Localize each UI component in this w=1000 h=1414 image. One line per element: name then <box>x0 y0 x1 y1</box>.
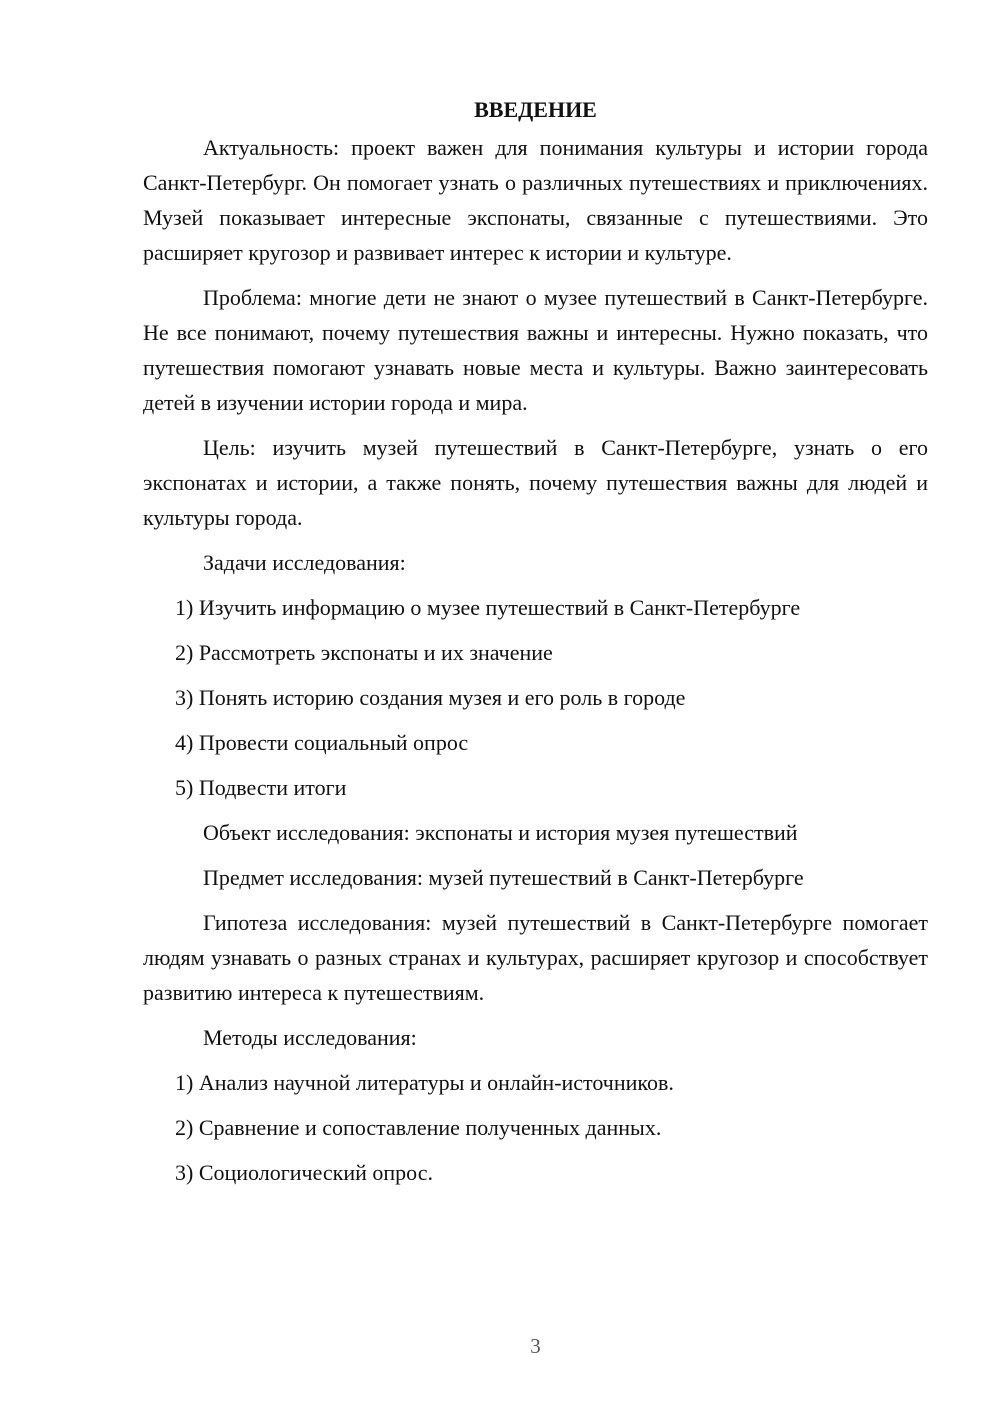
hypothesis-paragraph: Гипотеза исследования: музей путешествий в Санкт-Петербурге помогает людям узнавать о разных странах и культурах, расширяет кругозор и способствует развитию интереса к путешествиям. <box>143 910 928 1005</box>
problem-paragraph: Проблема: многие дети не знают о музее путешествий в Санкт-Петербурге. Не все понимают, почему путешествия важны и интересны. Нужно показать, что путешествия помогают узнавать новые места и культуры. Важно заинтересовать детей в изучении истории города и мира. <box>143 285 928 415</box>
task-item: 1) Изучить информацию о музее путешествий в Санкт-Петербурге <box>175 595 801 620</box>
method-item: 1) Анализ научной литературы и онлайн-источников. <box>175 1070 674 1095</box>
page-number: 3 <box>530 1334 541 1358</box>
document-page <box>143 90 928 1200</box>
task-item: 4) Провести социальный опрос <box>175 730 469 755</box>
method-item: 3) Социологический опрос. <box>175 1160 433 1185</box>
tasks-heading: Задачи исследования: <box>203 550 406 575</box>
goal-paragraph: Цель: изучить музей путешествий в Санкт-Петербурге, узнать о его экспонатах и истории, а также понять, почему путешествия важны для людей и культуры города. <box>143 435 928 530</box>
task-item: 5) Подвести итоги <box>175 775 347 800</box>
relevance-paragraph: Актуальность: проект важен для понимания культуры и истории города Санкт-Петербург. Он помогает узнать о различных путешествиях и приключениях. Музей показывает интересные экспонаты, связанные с путешествиями. Это расширяет кругозор и развивает интерес к истории и культуре. <box>143 135 928 265</box>
section-title: ВВЕДЕНИЕ <box>474 97 597 122</box>
tasks-list <box>143 590 928 805</box>
subject-line: Предмет исследования: музей путешествий в Санкт-Петербурге <box>203 865 804 890</box>
method-item: 2) Сравнение и сопоставление полученных данных. <box>175 1115 662 1140</box>
object-line: Объект исследования: экспонаты и история музея путешествий <box>203 820 798 845</box>
task-item: 3) Понять историю создания музея и его роль в городе <box>175 685 686 710</box>
task-item: 2) Рассмотреть экспонаты и их значение <box>175 640 553 665</box>
methods-list <box>143 1065 928 1190</box>
methods-heading: Методы исследования: <box>203 1025 417 1050</box>
